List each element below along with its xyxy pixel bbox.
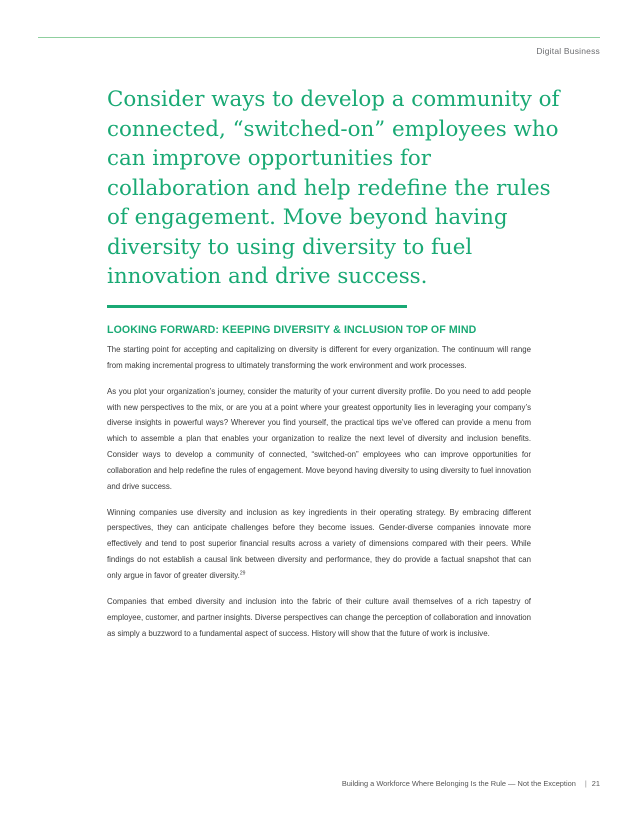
page-footer xyxy=(342,779,600,788)
pull-quote-rule xyxy=(107,305,407,308)
article-body xyxy=(107,324,531,651)
paragraph-text: Winning companies use diversity and inclusion as key ingredients in their operating strategy. By embracing different perspectives, they can anticipate challenges before they become issues. Gender-diverse companies innovate more effectively and tend to post superior financial results across a variety of dimensions compared with their peers. While findings do not establish a causal link between diversity and performance, they do provide a factual snapshot that can only argue in favor of greater diversity. xyxy=(107,507,531,580)
footnote-marker: 29 xyxy=(239,570,246,577)
pull-quote: Consider ways to develop a community of connected, “switched-on” employees who can improve opportunities for collaboration and help redefine the rules of engagement. Move beyond having diversity to using diversity to fuel innovation and drive success. xyxy=(107,87,560,289)
footer-separator: | xyxy=(584,779,587,788)
paragraph: Companies that embed diversity and inclusion into the fabric of their culture avail themselves of a rich tapestry of employee, customer, and partner insights. Diverse perspectives can change the perception of collaboration and innovation as simply a buzzword to a fundamental aspect of success. History will show that the future of work is inclusive. xyxy=(107,596,531,638)
paragraph: As you plot your organization’s journey, consider the maturity of your current diversity profile. Do you need to add people with new perspectives to the mix, or are you at a point where your greatest opportunity lies in leveraging your company’s diverse insights in powerful ways? Wherever you find yourself, the practical tips we’ve offered can provide a menu from which to assemble a plan that enables your organization to realize the next level of diversity and inclusion benefits. Consider ways to develop a community of connected, “switched-on” employees who can improve opportunities for collaboration and help redefine the rules of engagement. Move beyond having diversity to using diversity to fuel innovation and drive success. xyxy=(107,386,531,491)
footer-title: Building a Workforce Where Belonging Is the Rule — Not the Exception xyxy=(341,779,576,788)
top-rule xyxy=(38,37,600,38)
paragraph xyxy=(107,505,531,584)
page-number: 21 xyxy=(591,779,600,788)
section-heading: LOOKING FORWARD: KEEPING DIVERSITY & INCLUSION TOP OF MIND xyxy=(107,324,477,336)
paragraph: The starting point for accepting and capitalizing on diversity is different for every organization. The continuum will range from making incremental progress to ultimately transforming the work environment and work processes. xyxy=(107,345,531,370)
section-label: Digital Business xyxy=(536,46,600,56)
